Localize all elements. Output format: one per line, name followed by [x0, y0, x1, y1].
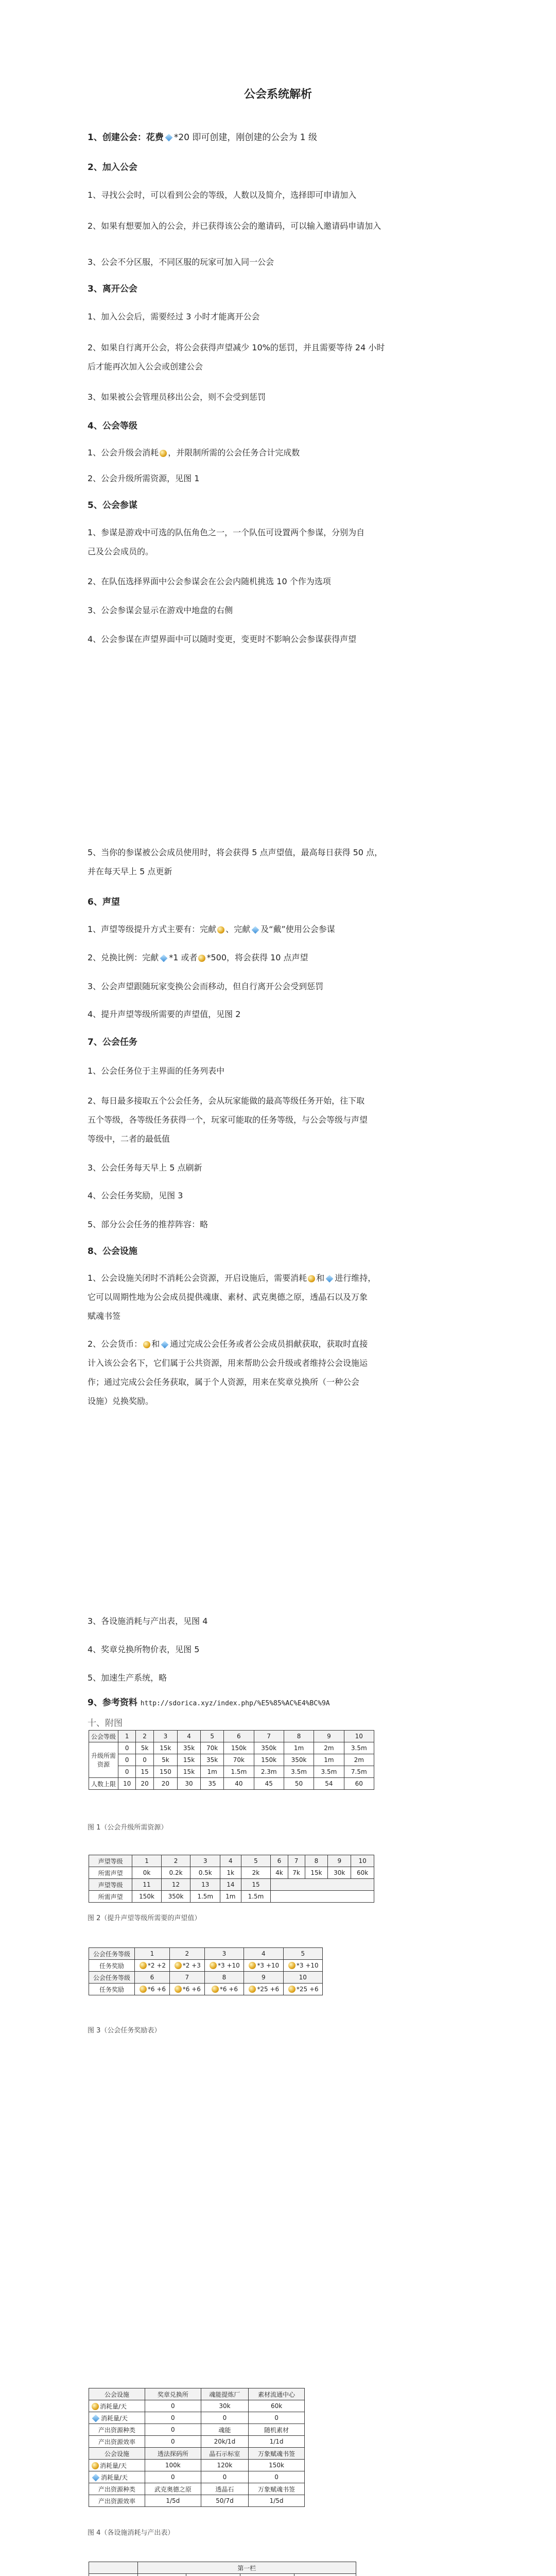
table-cell	[137, 2574, 186, 2576]
table-cell: 7	[254, 1731, 284, 1742]
table-cell: 1k	[220, 1867, 241, 1879]
table-cell: 0	[145, 2436, 201, 2448]
table-cell: 0	[136, 1754, 153, 1766]
paragraph: 1、参谋是游戏中可选的队伍角色之一，一个队伍可设置两个参谋，分别为自	[88, 528, 365, 537]
coin-icon	[175, 1986, 182, 1993]
reference-link[interactable]: http://sdorica.xyz/index.php/%E5%85%AC%E4%BC%9A	[140, 1700, 330, 1707]
table-cell: 1.5m	[224, 1766, 254, 1778]
coin-icon	[288, 1986, 296, 1993]
table-row	[89, 2483, 305, 2495]
table-cell: 350k	[161, 1891, 190, 1903]
table-cell: 所需声望	[89, 1891, 132, 1903]
table-cell: 10	[344, 1731, 374, 1742]
paragraph: 5、部分公会任务的推荐阵容：略	[88, 1219, 208, 1229]
table-cell: 产出资源种类	[89, 2483, 145, 2495]
table-cell: 1m	[284, 1742, 314, 1754]
paragraph: 3、各设施消耗与产出表，见图 4	[88, 1616, 208, 1626]
table-cell: 1/5d	[249, 2495, 305, 2507]
section-figures: 十、附图	[88, 1718, 123, 1728]
table-cell: 10	[118, 1778, 136, 1790]
table-cell: *25 +6	[244, 1984, 283, 1995]
table-cell: 透晶石	[201, 2483, 248, 2495]
coin-icon	[92, 2462, 99, 2469]
table-cell: 7k	[288, 1867, 305, 1879]
table-cell: 60k	[351, 1867, 374, 1879]
section-guild-facilities: 8、公会设施	[88, 1246, 137, 1257]
table-row	[89, 2400, 305, 2412]
table-cell: 万象赋魂书签	[249, 2448, 305, 2460]
table-cell: 1m	[220, 1891, 241, 1903]
table-cell: 魂能提炼厂	[201, 2388, 248, 2400]
table-cell: 2m	[344, 1754, 374, 1766]
table-cell: 40	[224, 1778, 254, 1790]
section-guild-level: 4、公会等级	[88, 421, 137, 431]
table-cell: 公会任务等级	[89, 1948, 135, 1960]
table-cell: 4	[220, 1855, 241, 1867]
table-row	[89, 1742, 374, 1754]
table-cell: 6	[271, 1855, 288, 1867]
paragraph: 4、公会任务奖励，见图 3	[88, 1191, 183, 1200]
table-cell: 120k	[201, 2460, 248, 2471]
table-row	[89, 2574, 356, 2576]
table-cell: 70k	[224, 1754, 254, 1766]
table-cell: 3	[190, 1855, 220, 1867]
table-row	[89, 1855, 374, 1867]
coin-icon	[249, 1962, 256, 1969]
paragraph: 1、声望等级提升方式主要有：完献 、完献 及“戴”使用公会参谋	[88, 924, 335, 934]
paragraph: 4、公会参谋在声望界面中可以随时变更，变更时不影响公会参谋获得声望	[88, 634, 357, 644]
coin-icon	[92, 2403, 99, 2410]
table-cell: 35k	[177, 1742, 200, 1754]
table-cell: 2	[169, 1948, 204, 1960]
table-cell: 0	[201, 2471, 248, 2483]
table-cell	[186, 2574, 240, 2576]
table-cell: 70k	[201, 1742, 224, 1754]
table-cell: 万象赋魂书签	[249, 2483, 305, 2495]
crystal-icon	[252, 926, 259, 934]
paragraph: 计入该公会名下，它们属于公共资源，用来帮助公会升级或者维持公会设施运	[88, 1358, 368, 1368]
table-cell: 5	[241, 1855, 271, 1867]
table-row	[89, 1879, 374, 1891]
table-cell: 350k	[284, 1754, 314, 1766]
table-cell: 公会设施	[89, 2388, 145, 2400]
table-cell: 10	[283, 1972, 322, 1984]
table-cell: 0	[145, 2424, 201, 2436]
table-cell: 50/7d	[201, 2495, 248, 2507]
table-cell: 14	[220, 1879, 241, 1891]
table-cell: 1/5d	[145, 2495, 201, 2507]
paragraph: 2、每日最多接取五个公会任务，会从玩家能做的最高等级任务开始，往下取	[88, 1096, 365, 1106]
paragraph: 后才能再次加入公会或创建公会	[88, 362, 203, 371]
table-cell: 2.3m	[254, 1766, 284, 1778]
table-cell: 1	[132, 1855, 161, 1867]
paragraph: 五个等级，各等级任务获得一个，玩家可能取的任务等级，与公会等级与声望	[88, 1115, 368, 1125]
table-row	[89, 2412, 305, 2424]
table-cell: 1m	[201, 1766, 224, 1778]
table-cell: 产出资源效率	[89, 2436, 145, 2448]
table-cell: 公会等级	[89, 1731, 118, 1742]
table-cell: 0.5k	[190, 1867, 220, 1879]
table-cell: 15k	[177, 1766, 200, 1778]
table-cell: 消耗量/天	[89, 2400, 145, 2412]
page-title: 公会系统解析	[244, 88, 312, 101]
figure-caption: 图 3（公会任务奖励表）	[88, 2027, 161, 2035]
table-cell: 1	[135, 1948, 170, 1960]
paragraph: 2、兑换比例：完献 *1 或者 *500，将会获得 10 点声望	[88, 953, 308, 962]
table-cell: 0	[145, 2471, 201, 2483]
table-cell: 5	[283, 1948, 322, 1960]
figure-1-table	[89, 1730, 374, 1790]
table-cell: 1.5m	[241, 1891, 271, 1903]
table-cell: 1/1d	[249, 2436, 305, 2448]
table-cell: 7.5m	[344, 1766, 374, 1778]
table-cell: 20	[153, 1778, 177, 1790]
crystal-icon	[326, 1275, 334, 1282]
table-cell: 3	[204, 1948, 244, 1960]
table-cell: 45	[254, 1778, 284, 1790]
table-row	[89, 2424, 305, 2436]
table-cell: 9	[244, 1972, 283, 1984]
coin-icon	[308, 1275, 315, 1282]
paragraph: 2、公会升级所需资源，见图 1	[88, 473, 200, 483]
paragraph: 己及公会成员的。	[88, 547, 154, 556]
table-cell: *6 +6	[204, 1984, 244, 1995]
table-cell: 产出资源种类	[89, 2424, 145, 2436]
table-cell: 100k	[145, 2460, 201, 2471]
paragraph: 2、如果有想要加入的公会，并已获得该公会的邀请码，可以输入邀请码申请加入	[88, 221, 381, 231]
table-cell: *25 +6	[283, 1984, 322, 1995]
table-cell: 声望等级	[89, 1879, 132, 1891]
section-join-guild: 2、加入公会	[88, 162, 137, 173]
table-cell: 晶石示标室	[201, 2448, 248, 2460]
section-guild-advisor: 5、公会参谋	[88, 500, 137, 511]
table-cell: 3.5m	[314, 1766, 344, 1778]
table-cell: 150	[153, 1766, 177, 1778]
paragraph: 3、公会参谋会显示在游戏中地盘的右侧	[88, 605, 233, 615]
table-cell: 13	[190, 1879, 220, 1891]
table-cell: 0k	[132, 1867, 161, 1879]
table-cell: 7	[169, 1972, 204, 1984]
table-cell: 0	[118, 1754, 136, 1766]
table-row	[89, 2495, 305, 2507]
table-cell	[294, 2574, 356, 2576]
table-cell: 15	[136, 1766, 153, 1778]
table-cell: 35k	[201, 1754, 224, 1766]
table-cell: 4	[177, 1731, 200, 1742]
table-cell: 第一栏	[137, 2562, 356, 2574]
paragraph: 5、当你的参谋被公会成员使用时，将会获得 5 点声望值，最高每日获得 50 点，	[88, 848, 383, 857]
paragraph: 1、寻找公会时，可以看到公会的等级，人数以及简介，选择即可申请加入	[88, 190, 357, 200]
table-cell: 30	[177, 1778, 200, 1790]
crystal-icon	[165, 134, 172, 142]
table-cell: 2m	[314, 1742, 344, 1754]
table-cell: 公会任务等级	[89, 1972, 135, 1984]
table-cell: 透法探码所	[145, 2448, 201, 2460]
figure-3-table	[89, 1947, 323, 1995]
paragraph: 4、提升声望等级所需要的声望值，见图 2	[88, 1009, 241, 1019]
table-row	[89, 1867, 374, 1879]
table-row	[89, 2562, 356, 2574]
table-row	[89, 1984, 323, 1995]
paragraph: 1、公会任务位于主界面的任务列表中	[88, 1066, 225, 1076]
table-cell: 消耗量/天	[89, 2460, 145, 2471]
coin-icon	[143, 1341, 150, 1348]
table-cell: 30k	[201, 2400, 248, 2412]
paragraph: 3、公会声望跟随玩家变换公会而移动，但自行离开公会受到惩罚	[88, 981, 324, 991]
table-cell: 30k	[328, 1867, 351, 1879]
section-guild-tasks: 7、公会任务	[88, 1037, 137, 1047]
table-row	[89, 1731, 374, 1742]
table-cell: 20k/1d	[201, 2436, 248, 2448]
table-cell: 6	[135, 1972, 170, 1984]
table-cell: *3 +10	[204, 1960, 244, 1972]
table-row	[89, 2388, 305, 2400]
table-cell: 所需声望	[89, 1867, 132, 1879]
figure-caption: 图 2（提升声望等级所需要的声望值）	[88, 1914, 201, 1922]
paragraph: 2、在队伍选择界面中公会参谋会在公会内随机挑选 10 个作为选项	[88, 577, 331, 586]
table-cell: 1.5m	[190, 1891, 220, 1903]
table-cell: 奖章兑换所	[145, 2388, 201, 2400]
table-cell: 150k	[132, 1891, 161, 1903]
coin-icon	[288, 1962, 296, 1969]
crystal-icon	[92, 2415, 100, 2422]
paragraph: 设施）兑换奖励。	[88, 1396, 154, 1406]
table-cell: 0	[145, 2400, 201, 2412]
table-cell	[89, 2574, 138, 2576]
table-cell: 1	[118, 1731, 136, 1742]
table-cell: 5	[201, 1731, 224, 1742]
table-cell: 20	[136, 1778, 153, 1790]
table-cell: 15k	[305, 1867, 328, 1879]
paragraph: 4、奖章兑换所物价表，见图 5	[88, 1645, 200, 1654]
table-cell: 声望等级	[89, 1855, 132, 1867]
table-row	[89, 2436, 305, 2448]
table-row	[89, 1778, 374, 1790]
table-cell: 60k	[249, 2400, 305, 2412]
paragraph: 3、公会任务每天早上 5 点刷新	[88, 1163, 202, 1173]
table-cell: 随机素材	[249, 2424, 305, 2436]
paragraph: 2、如果自行离开公会，将公会获得声望减少 10%的惩罚，并且需要等待 24 小时	[88, 343, 385, 352]
coin-icon	[140, 1986, 147, 1993]
table-cell: 武克奥德之原	[145, 2483, 201, 2495]
section-leave-guild: 3、离开公会	[88, 284, 137, 294]
table-cell: 54	[314, 1778, 344, 1790]
table-cell: 0	[249, 2471, 305, 2483]
paragraph: 它可以周期性地为公会成员提供魂康、素材、武克奥德之原，透晶石以及万象	[88, 1292, 368, 1302]
paragraph: 1、加入公会后，需要经过 3 小时才能离开公会	[88, 312, 260, 321]
section-reputation: 6、声望	[88, 897, 120, 907]
table-cell: 15	[241, 1879, 271, 1891]
table-cell	[240, 2574, 294, 2576]
table-cell: 11	[132, 1879, 161, 1891]
table-cell: 0	[145, 2412, 201, 2424]
figure-caption: 图 1（公会升级所需资源）	[88, 1824, 168, 1832]
table-row	[89, 1948, 323, 1960]
coin-icon	[249, 1986, 256, 1993]
table-cell: 1m	[314, 1754, 344, 1766]
table-cell: 2	[136, 1731, 153, 1742]
paragraph: 并在每天早上 5 点更新	[88, 867, 172, 876]
table-cell: 9	[328, 1855, 351, 1867]
table-row	[89, 1766, 374, 1778]
table-row	[89, 2471, 305, 2483]
table-cell: 7	[288, 1855, 305, 1867]
table-cell: 魂能	[201, 2424, 248, 2436]
table-cell: 任务奖励	[89, 1960, 135, 1972]
table-cell: 150k	[254, 1754, 284, 1766]
table-cell: 12	[161, 1879, 190, 1891]
paragraph: 作；通过完成公会任务获取，属于个人资源，用来在奖章兑换所（一种公会	[88, 1377, 360, 1387]
table-cell: 5k	[136, 1742, 153, 1754]
paragraph: 5、加速生产系统，略	[88, 1673, 167, 1683]
table-row	[89, 2460, 305, 2471]
table-cell: 0	[118, 1742, 136, 1754]
table-cell: 15k	[153, 1742, 177, 1754]
table-cell: 50	[284, 1778, 314, 1790]
paragraph: 赋魂书签	[88, 1311, 121, 1321]
table-cell: 8	[204, 1972, 244, 1984]
table-row	[89, 1891, 374, 1903]
table-cell: 60	[344, 1778, 374, 1790]
section-references: 9、参考资料 http://sdorica.xyz/index.php/%E5%85%AC%E4%BC%9A	[88, 1698, 330, 1708]
table-cell: *6 +6	[169, 1984, 204, 1995]
coin-icon	[217, 926, 224, 934]
table-cell: *2 +2	[135, 1960, 170, 1972]
crystal-icon	[92, 2474, 100, 2482]
table-cell: 8	[284, 1731, 314, 1742]
paragraph: 3、如果被公会管理员移出公会，则不会受到惩罚	[88, 392, 266, 402]
table-row	[89, 1754, 374, 1766]
table-cell: *2 +3	[169, 1960, 204, 1972]
table-cell	[89, 2562, 138, 2574]
paragraph: 等级中，二者的最低值	[88, 1134, 170, 1144]
table-cell: 8	[305, 1855, 328, 1867]
table-cell: 0	[118, 1766, 136, 1778]
table-cell: 6	[224, 1731, 254, 1742]
table-cell: 0	[201, 2412, 248, 2424]
table-row	[89, 1972, 323, 1984]
table-cell: 9	[314, 1731, 344, 1742]
paragraph: 2、公会货币： 和 通过完成公会任务或者公会成员捐献获取，获取时直接	[88, 1339, 368, 1349]
table-cell: 2	[161, 1855, 190, 1867]
figure-5-table	[89, 2562, 356, 2576]
table-cell: 5k	[153, 1754, 177, 1766]
coin-icon	[175, 1962, 182, 1969]
table-cell: *3 +10	[244, 1960, 283, 1972]
table-cell: 人数上限	[89, 1778, 118, 1790]
table-cell: 350k	[254, 1742, 284, 1754]
table-cell: 消耗量/天	[89, 2412, 145, 2424]
table-cell: 3	[153, 1731, 177, 1742]
coin-icon	[198, 955, 205, 962]
table-cell: 35	[201, 1778, 224, 1790]
coin-icon	[140, 1962, 147, 1969]
table-cell: 任务奖励	[89, 1984, 135, 1995]
table-cell: 产出资源效率	[89, 2495, 145, 2507]
paragraph: 1、公会升级会消耗 ，并限制所需的公会任务合计完成数	[88, 448, 300, 457]
table-cell: 3.5m	[344, 1742, 374, 1754]
table-cell: 3.5m	[284, 1766, 314, 1778]
coin-icon	[212, 1986, 219, 1993]
table-cell: *6 +6	[135, 1984, 170, 1995]
table-cell: 4	[244, 1948, 283, 1960]
table-cell	[271, 1879, 374, 1891]
table-row	[89, 1960, 323, 1972]
table-cell: 15k	[177, 1754, 200, 1766]
table-cell: 升级所需资源	[89, 1742, 118, 1778]
table-cell: *3 +10	[283, 1960, 322, 1972]
table-cell: 0.2k	[161, 1867, 190, 1879]
table-cell: 素材流通中心	[249, 2388, 305, 2400]
table-cell: 2k	[241, 1867, 271, 1879]
section-create-guild: 1、创建公会：花费 *20 即可创建，刚创建的公会为 1 级	[88, 132, 318, 143]
crystal-icon	[161, 1341, 169, 1348]
table-cell: 10	[351, 1855, 374, 1867]
table-cell: 消耗量/天	[89, 2471, 145, 2483]
table-cell: 公会设施	[89, 2448, 145, 2460]
table-cell	[271, 1891, 374, 1903]
paragraph: 1、公会设施关闭时不消耗公会资源，开启设施后，需要消耗 和 进行维持，	[88, 1273, 376, 1283]
figure-2-table	[89, 1855, 374, 1903]
table-cell: 150k	[249, 2460, 305, 2471]
figure-4-table	[89, 2388, 305, 2507]
table-cell: 150k	[224, 1742, 254, 1754]
figure-caption: 图 4（各设施消耗与产出表）	[88, 2529, 175, 2537]
coin-icon	[160, 450, 167, 457]
paragraph: 3、公会不分区服，不同区服的玩家可加入同一公会	[88, 257, 274, 267]
table-cell: 4k	[271, 1867, 288, 1879]
table-cell: 0	[249, 2412, 305, 2424]
table-row	[89, 2448, 305, 2460]
coin-icon	[210, 1962, 217, 1969]
crystal-icon	[160, 954, 168, 962]
